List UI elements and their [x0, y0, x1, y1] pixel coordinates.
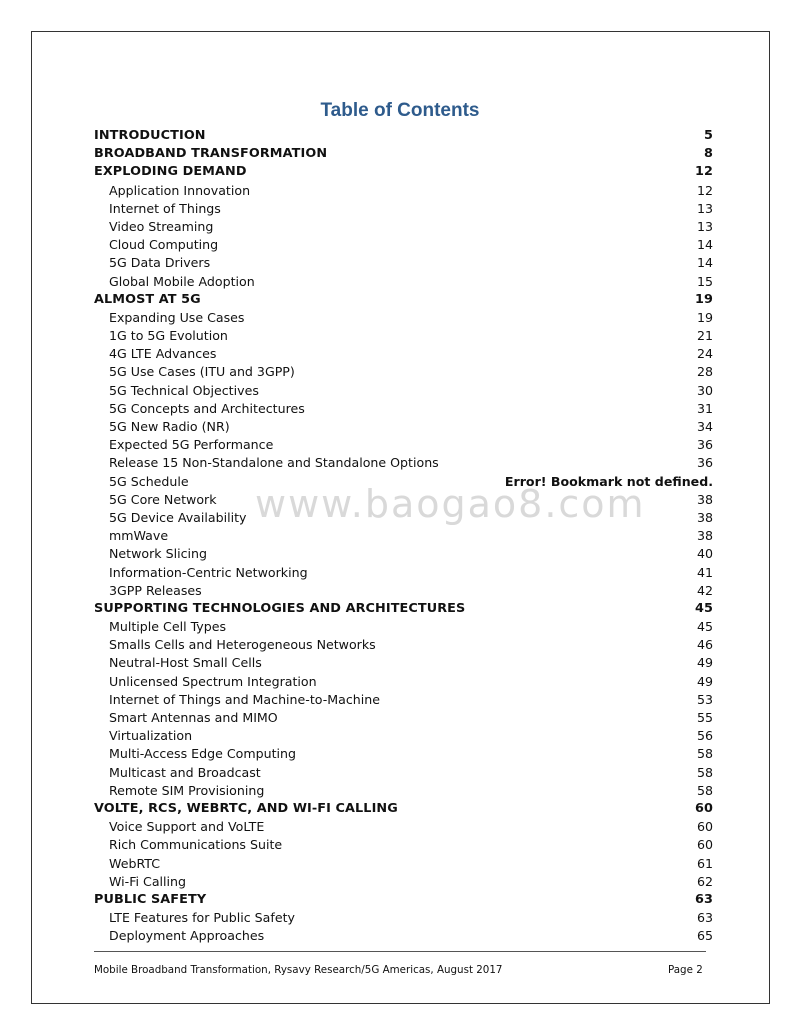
toc-subsection-link[interactable] — [94, 345, 713, 363]
toc-subsection-link[interactable] — [94, 873, 713, 891]
toc-subsection-link[interactable] — [94, 327, 713, 345]
toc-subsection-link[interactable] — [94, 582, 713, 600]
toc-entry-page: 8 — [703, 146, 713, 162]
toc-subsection-link[interactable] — [94, 454, 713, 472]
toc-subsection-link[interactable] — [94, 509, 713, 527]
toc-section-link[interactable] — [94, 800, 713, 818]
toc-entry-page: 58 — [696, 782, 713, 798]
toc-entry-label: WebRTC — [109, 855, 161, 871]
toc-entry-page: 60 — [694, 800, 713, 816]
toc-entry-page: 21 — [696, 328, 713, 344]
toc-entry-label: mmWave — [109, 528, 169, 544]
toc-entry-page: 62 — [696, 873, 713, 889]
toc-entry-page: 63 — [696, 910, 713, 926]
toc-entry-label: INTRODUCTION — [94, 128, 206, 143]
toc-entry-page: 40 — [696, 546, 713, 562]
toc-entry-page: 12 — [694, 164, 713, 180]
toc-entry-page: 45 — [694, 600, 713, 616]
table-of-contents — [94, 127, 713, 945]
toc-subsection-link[interactable] — [94, 182, 713, 200]
toc-entry-label: PUBLIC SAFETY — [94, 891, 207, 907]
toc-entry-page: 58 — [696, 764, 713, 780]
toc-entry-label: 5G Core Network — [109, 491, 217, 507]
toc-entry-page: 28 — [696, 364, 713, 380]
toc-entry-label: BROADBAND TRANSFORMATION — [94, 146, 328, 162]
toc-entry-page: 36 — [696, 437, 713, 453]
toc-entry-label: Expanding Use Cases — [109, 309, 245, 325]
toc-entry-page: 46 — [696, 637, 713, 653]
toc-entry-label: 5G Use Cases (ITU and 3GPP) — [109, 364, 295, 380]
toc-section-link[interactable] — [94, 145, 713, 163]
toc-entry-label: Deployment Approaches — [109, 928, 265, 944]
toc-entry-page: 49 — [696, 655, 713, 671]
toc-subsection-link[interactable] — [94, 709, 713, 727]
toc-subsection-link[interactable] — [94, 545, 713, 563]
toc-entry-label: Voice Support and VoLTE — [109, 819, 265, 835]
toc-entry-page: 61 — [696, 855, 713, 871]
toc-subsection-link[interactable] — [94, 200, 713, 218]
toc-entry-page: 12 — [696, 182, 713, 198]
toc-entry-page: 38 — [696, 491, 713, 507]
toc-subsection-link[interactable] — [94, 782, 713, 800]
toc-subsection-link[interactable] — [94, 836, 713, 854]
toc-entry-label: Neutral-Host Small Cells — [109, 655, 262, 671]
toc-entry-label: 5G Schedule — [109, 473, 189, 489]
toc-subsection-link[interactable] — [94, 491, 713, 509]
toc-entry-label: 1G to 5G Evolution — [109, 328, 228, 344]
toc-subsection-link[interactable] — [94, 236, 713, 254]
toc-entry-page: 36 — [696, 455, 713, 471]
toc-entry-label: Internet of Things and Machine-to-Machine — [109, 691, 380, 707]
toc-entry-label: SUPPORTING TECHNOLOGIES AND ARCHITECTURES — [94, 600, 466, 616]
toc-entry-page: 34 — [696, 419, 713, 434]
toc-subsection-link[interactable] — [94, 436, 713, 454]
footer-document-info: Mobile Broadband Transformation, Rysavy Research/5G Americas, August 2017 — [94, 964, 503, 976]
toc-entry-label: Application Innovation — [109, 182, 251, 198]
toc-section-link[interactable] — [94, 891, 713, 909]
toc-entry-page: 60 — [696, 819, 713, 835]
toc-entry-page: 19 — [696, 309, 713, 325]
footer-rule — [94, 951, 706, 952]
toc-subsection-link[interactable] — [94, 727, 713, 745]
toc-section-link[interactable] — [94, 291, 713, 309]
toc-subsection-link[interactable] — [94, 654, 713, 672]
watermark: www.baogao8.com — [255, 482, 646, 526]
toc-entry-page: 42 — [696, 582, 713, 598]
toc-entry-page: 56 — [696, 728, 713, 744]
toc-subsection-link[interactable] — [94, 564, 713, 582]
toc-entry-page: 53 — [696, 691, 713, 707]
toc-subsection-link[interactable] — [94, 927, 713, 945]
toc-entry-label: Virtualization — [109, 728, 193, 744]
toc-section-link[interactable] — [94, 127, 713, 145]
toc-entry-label: EXPLODING DEMAND — [94, 164, 247, 180]
toc-subsection-link[interactable] — [94, 254, 713, 272]
toc-entry-page: 13 — [696, 218, 713, 234]
toc-subsection-link[interactable] — [94, 855, 713, 873]
toc-subsection-link[interactable] — [94, 218, 713, 236]
toc-entry-page: 24 — [696, 346, 713, 362]
toc-entry-page: 19 — [694, 291, 713, 307]
toc-subsection-link[interactable] — [94, 673, 713, 691]
toc-entry-page: 49 — [696, 673, 713, 689]
toc-entry-label: Network Slicing — [109, 546, 207, 562]
toc-entry-page: 60 — [696, 837, 713, 853]
toc-entry-label: Remote SIM Provisioning — [109, 782, 265, 798]
toc-entry-label: VOLTE, RCS, WEBRTC, AND WI-FI CALLING — [94, 800, 398, 816]
toc-entry-label: Information-Centric Networking — [109, 564, 308, 580]
toc-subsection-link[interactable] — [94, 473, 713, 491]
toc-entry-page: 15 — [696, 273, 713, 289]
toc-subsection-link[interactable] — [94, 400, 713, 418]
toc-entry-label: Multiple Cell Types — [109, 619, 227, 635]
toc-section-link[interactable] — [94, 163, 713, 181]
toc-entry-page: 38 — [696, 528, 713, 544]
toc-entry-label: Unlicensed Spectrum Integration — [109, 673, 317, 689]
toc-subsection-link[interactable] — [94, 418, 713, 436]
toc-entry-page: 45 — [696, 619, 713, 635]
toc-entry-label: Cloud Computing — [109, 237, 219, 253]
toc-subsection-link[interactable] — [94, 636, 713, 654]
toc-entry-page: 31 — [696, 400, 713, 416]
toc-entry-page: 65 — [696, 928, 713, 944]
toc-subsection-link[interactable] — [94, 618, 713, 636]
toc-entry-label: 3GPP Releases — [109, 582, 202, 598]
toc-entry-label: Smart Antennas and MIMO — [109, 710, 278, 725]
toc-entry-label: 5G New Radio (NR) — [109, 419, 230, 434]
toc-title: Table of Contents — [320, 100, 480, 121]
toc-entry-label: Expected 5G Performance — [109, 437, 274, 453]
toc-entry-page: 14 — [696, 255, 713, 271]
toc-entry-label: Wi-Fi Calling — [109, 873, 187, 889]
toc-entry-page: 14 — [696, 237, 713, 253]
toc-entry-label: 5G Technical Objectives — [109, 382, 259, 398]
toc-entry-label: Rich Communications Suite — [109, 837, 283, 853]
footer-page-number: Page 2 — [668, 964, 703, 976]
toc-entry-label: Multi-Access Edge Computing — [109, 746, 297, 762]
toc-entry-page: 30 — [696, 382, 713, 398]
toc-entry-label: Smalls Cells and Heterogeneous Networks — [109, 637, 376, 653]
toc-subsection-link[interactable] — [94, 273, 713, 291]
toc-subsection-link[interactable] — [94, 382, 713, 400]
toc-entry-label: 4G LTE Advances — [109, 346, 217, 362]
toc-entry-page: 58 — [696, 746, 713, 762]
toc-entry-page: 41 — [696, 564, 713, 580]
toc-subsection-link[interactable] — [94, 309, 713, 327]
toc-subsection-link[interactable] — [94, 363, 713, 381]
toc-section-link[interactable] — [94, 600, 713, 618]
toc-subsection-link[interactable] — [94, 691, 713, 709]
toc-entry-label: 5G Concepts and Architectures — [109, 400, 305, 416]
toc-entry-page: Error! Bookmark not defined. — [504, 473, 713, 489]
toc-entry-label: Video Streaming — [109, 218, 214, 234]
toc-entry-label: 5G Device Availability — [109, 509, 247, 525]
toc-entry-page: 55 — [696, 710, 713, 725]
toc-entry-page: 38 — [696, 509, 713, 525]
toc-subsection-link[interactable] — [94, 818, 713, 836]
toc-entry-page: 13 — [696, 200, 713, 216]
toc-entry-label: ALMOST AT 5G — [94, 291, 201, 307]
toc-entry-page: 5 — [703, 128, 713, 143]
toc-entry-label: Internet of Things — [109, 200, 221, 216]
toc-entry-label: 5G Data Drivers — [109, 255, 211, 271]
toc-entry-label: Multicast and Broadcast — [109, 764, 261, 780]
toc-entry-label: LTE Features for Public Safety — [109, 910, 295, 926]
toc-subsection-link[interactable] — [94, 527, 713, 545]
toc-subsection-link[interactable] — [94, 745, 713, 763]
toc-entry-label: Release 15 Non-Standalone and Standalone Options — [109, 455, 439, 471]
toc-entry-page: 63 — [694, 891, 713, 907]
toc-subsection-link[interactable] — [94, 909, 713, 927]
toc-entry-label: Global Mobile Adoption — [109, 273, 255, 289]
toc-subsection-link[interactable] — [94, 764, 713, 782]
